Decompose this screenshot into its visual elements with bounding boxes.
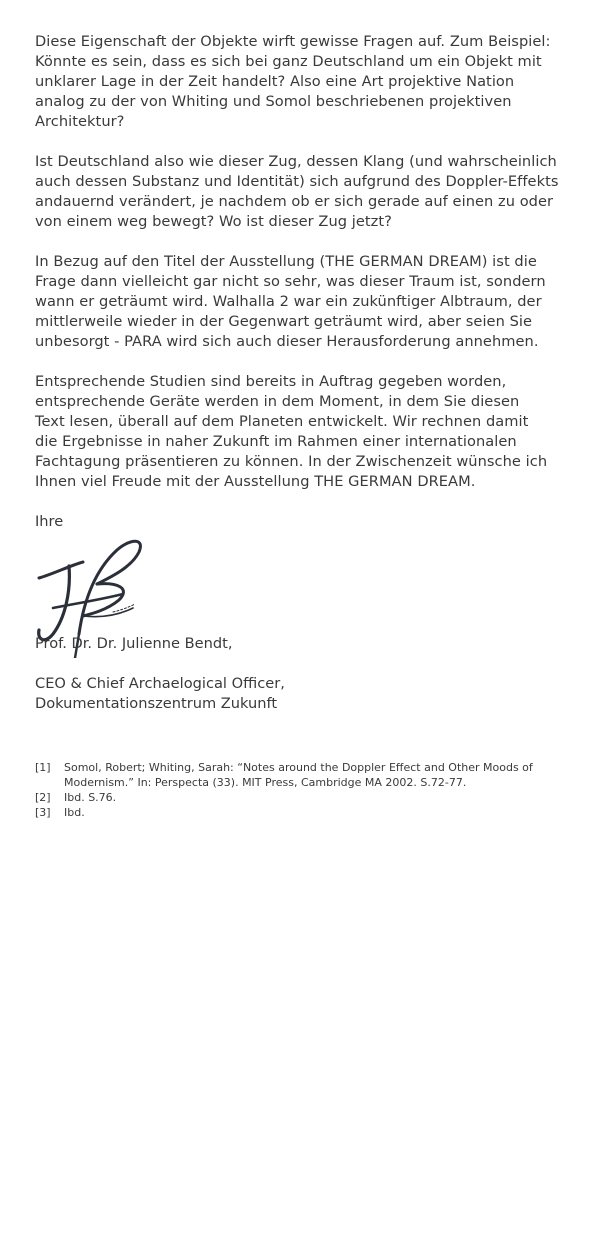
signatory-organization: Dokumentationszentrum Zukunft — [35, 695, 278, 712]
footnote-1 — [35, 760, 565, 790]
paragraph-2: Ist Deutschland also wie dieser Zug, dessen Klang (und wahrscheinlich auch dessen Substanz und Identität) sich aufgrund des Doppler-Effekts andauernd verändert, je nachdem ob er sich gerade auf einen zu oder von einem weg bewegt? Wo ist dieser Zug jetzt? — [35, 153, 559, 230]
closing-greeting: Ihre — [35, 513, 64, 530]
signatory-name: Prof. Dr. Dr. Julienne Bendt, — [35, 635, 233, 652]
footnotes — [35, 760, 565, 820]
letter-page — [35, 32, 565, 820]
footnote-text: Ibd. — [64, 806, 85, 819]
footnote-3 — [35, 805, 565, 820]
signature-area — [35, 534, 565, 634]
signatory-role: CEO & Chief Archaelogical Officer, — [35, 675, 285, 692]
footnote-number: [1] — [35, 761, 51, 774]
closing-block — [35, 512, 565, 714]
footnote-text: Ibd. S.76. — [64, 791, 117, 804]
footnote-number: [3] — [35, 806, 51, 819]
footnote-number: [2] — [35, 791, 51, 804]
paragraph-3: In Bezug auf den Titel der Ausstellung (THE GERMAN DREAM) ist die Frage dann vielleicht gar nicht so sehr, was dieser Traum ist, sondern wann er geträumt wird. Walhalla 2 war ein zukünftiger Albtraum, der mittlerweile wieder in der Gegenwart geträumt wird, aber seien Sie unbesorgt - PARA wird sich auch dieser Herausforderung annehmen. — [35, 253, 546, 350]
footnote-2 — [35, 790, 565, 805]
paragraph-1: Diese Eigenschaft der Objekte wirft gewisse Fragen auf. Zum Beispiel: Könnte es sein, dass es sich bei ganz Deutschland um ein Objekt mit unklarer Lage in der Zeit handelt? Also eine Art projektive Nation analog zu der von Whiting und Somol beschriebenen projektiven Architektur? — [35, 33, 551, 130]
paragraph-4: Entsprechende Studien sind bereits in Auftrag gegeben worden, entsprechende Geräte werden in dem Moment, in dem Sie diesen Text lesen, überall auf dem Planeten entwickelt. Wir rechnen damit die Ergebnisse in naher Zukunft im Rahmen einer internationalen Fachtagung präsentieren zu können. In der Zwischenzeit wünsche ich Ihnen viel Freude mit der Ausstellung THE GERMAN DREAM. — [35, 373, 548, 490]
footnote-text: Somol, Robert; Whiting, Sarah: “Notes around the Doppler Effect and Other Moods of Modernism.” In: Perspecta (33). MIT Press, Cambridge MA 2002. S.72-77. — [64, 761, 533, 789]
